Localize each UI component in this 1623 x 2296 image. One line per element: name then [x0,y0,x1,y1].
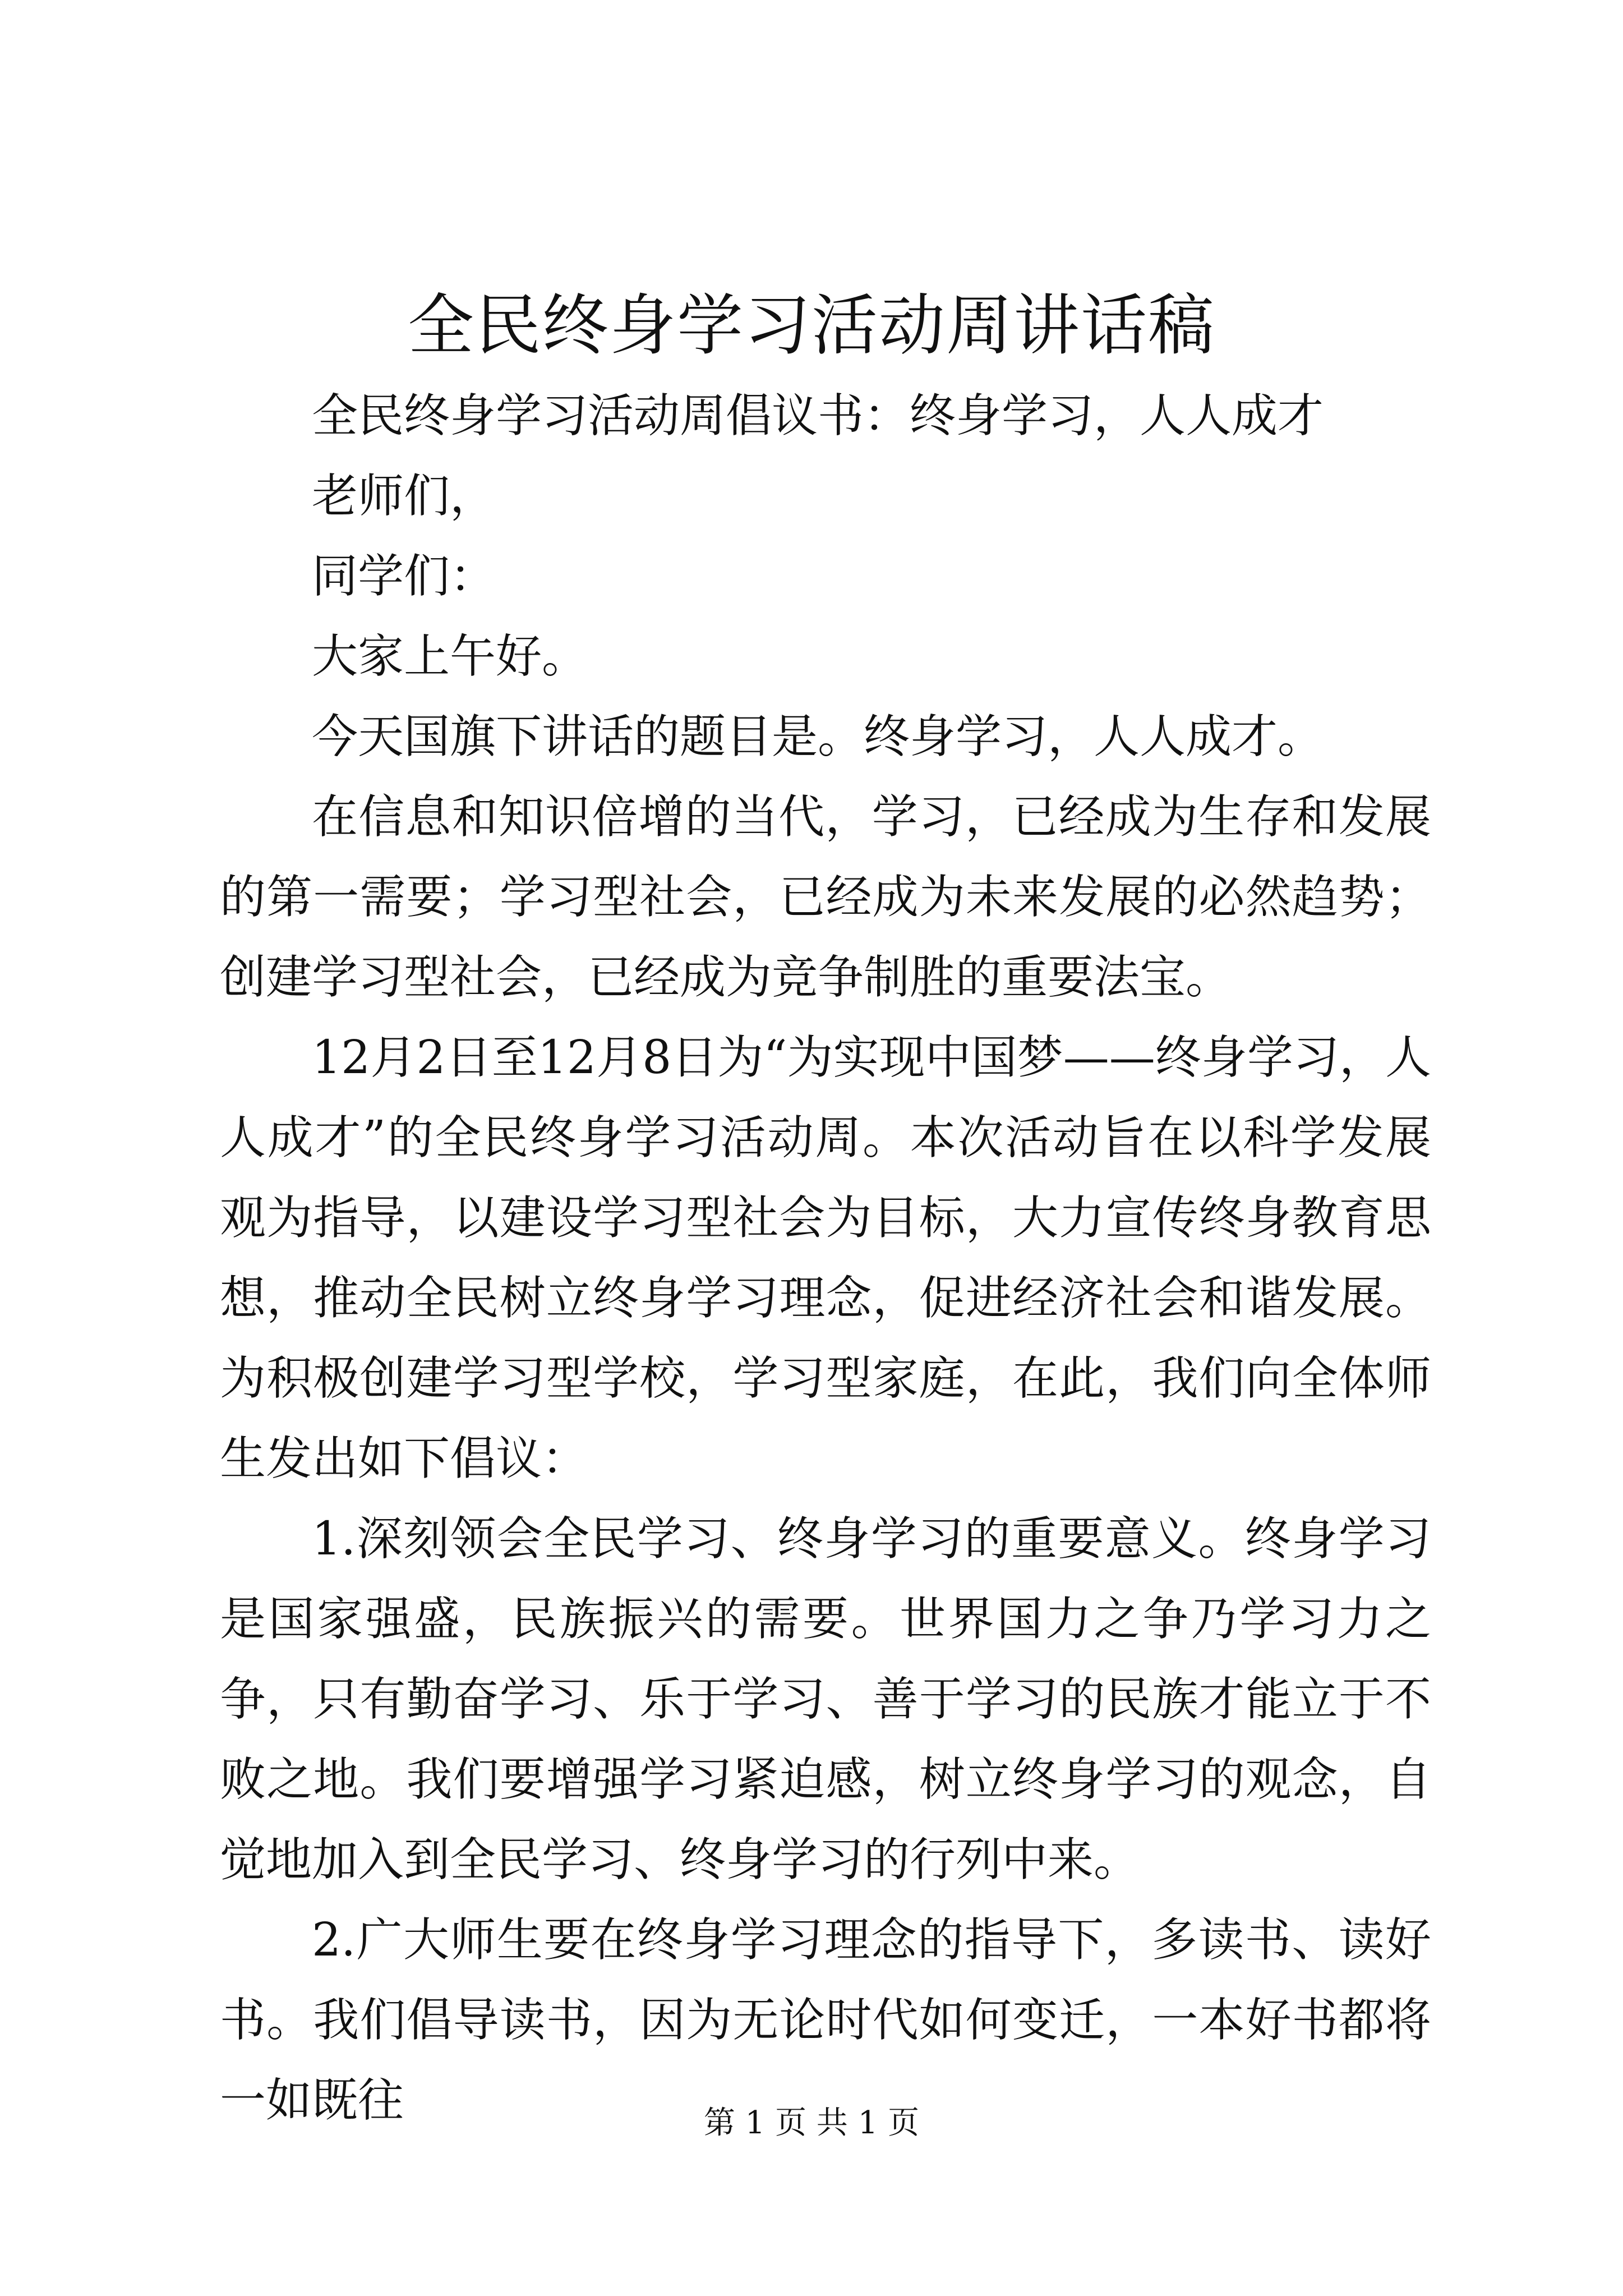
paragraph-good-morning: 大家上午好。 [312,630,588,683]
paragraph-topic: 今天国旗下讲话的题目是。终身学习，人人成才。 [312,710,1324,763]
paragraph-activity-week: 12月2日至12月8日为“为实现中国梦——终身学习，人人成才”的全民终身学习活动周。本次活动旨在以科学发展观为指导，以建设学习型社会为目标，大力宣传终身教育思想，推动全民树立终身学习理念，促进经济社会和谐发展。为积极创建学习型学校，学习型家庭，在此，我们向全体师生发出如下倡议： [220,1031,1431,1485]
paragraph-context: 在信息和知识倍增的当代，学习，已经成为生存和发展的第一需要；学习型社会，已经成为未来发展的必然趋势；创建学习型社会，已经成为竞争制胜的重要法宝。 [220,790,1431,1004]
paragraph-greeting-teachers: 老师们， [312,470,496,523]
page-footer: 第 1 页 共 1 页 [703,2105,920,2141]
paragraph-greeting-students: 同学们： [312,550,496,603]
paragraph-proposal-title: 全民终身学习活动周倡议书：终身学习，人人成才 [312,389,1324,443]
document-title: 全民终身学习活动周讲话稿 [407,287,1215,364]
paragraph-proposal-1: 1.深刻领会全民学习、终身学习的重要意义。终身学习是国家强盛，民族振兴的需要。世界国力之争乃学习力之争，只有勤奋学习、乐于学习、善于学习的民族才能立于不败之地。我们要增强学习紧迫感，树立终身学习的观念，自觉地加入到全民学习、终身学习的行列中来。 [220,1512,1431,1887]
document-body [220,376,1431,2141]
paragraph-proposal-2: 2.广大师生要在终身学习理念的指导下，多读书、读好书。我们倡导读书，因为无论时代如何变迁，一本好书都将一如既往 [220,1913,1431,2127]
